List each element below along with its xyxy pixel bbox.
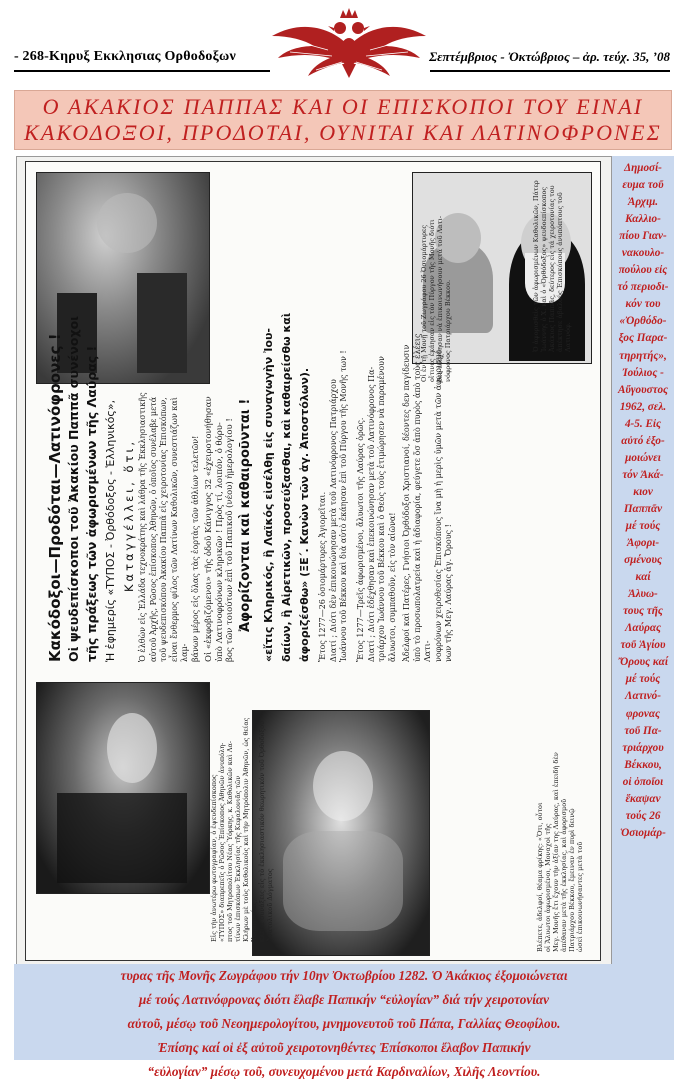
caption-line: μέ τούς Λατινόφρονας διότι ἔλαβε Παπικήν “εὐλογίαν” διά τήν χειροτονίαν — [138, 992, 550, 1007]
header-rule-left — [14, 70, 270, 72]
sidebar-line: Ὄρους καί — [618, 656, 668, 669]
sidebar-line: μέ τούς — [625, 673, 661, 686]
article-title-box — [14, 90, 672, 150]
header-right-text: Σεπτέμβριος - Ὀκτώβριος – ἀρ. τεύχ. 35, ’08 — [429, 49, 670, 64]
portrait-photo-caption: Ὁ ἀφορισθεὶς τῶν ἀφωρισμένων Καθολικῶν, Πάτερ Ἰωάννης ὁ Χ. καὶ ὁ «Ὀρθόδοξος» ψευδοεπίσκοπος Ἀκάκιος Παππᾶς, δεύτερος εἰς τά χειροτονίας του ἀπέκτησε ἀβαλούς Ἐπισκόπους ἀνυπόπτους τοῦ Λατινόφ. — [532, 180, 572, 352]
sidebar-line: Βέκκου, — [624, 758, 662, 771]
sidebar-line: τους τῆς — [623, 605, 663, 618]
clipping-paragraph-1: Ὁ ἐλθὼν εἰς Ἑλλάδα τεχνοκράτης καὶ λάθρα τῆς Ἐκκλησιαστικῆς αὐτοῦ Ἀρχῆς, Ρῶσος ἐπίσκοπος Ἀθηνῶν, ὁ ὁποῖος συνέλαβε μετά τοῦ ψευδεπισκόπου Ἀκακίου Παππᾶ εἰς χειροτονίας Ἐπισκόπων, εἶναι ἔνθερμος φίλος τῶν Λατίνων Καθολικῶν, συνεστιάζων καὶ λαμ- βάνων μέρος εἰς ὅλας τὰς ἑορτὰς τῶν ἀθλίων τελετῶν! — [138, 392, 200, 662]
clipping-paragraph-3: Ἔτος 1277—26 ὁσιομάρτυρες Ἀγιορεῖται. Διατί ; Διότι δὲν ἐπικοινώνησαν μετὰ τοῦ Λατινόφρονος Πατριάρχου Ἰωάννου τοῦ Βέκκου καὶ διὰ αὐτὸ ἐκάησαν ἐπὶ τοῦ Πύργου τῆς Μονῆς των ! — [318, 350, 348, 662]
clergy-gathering-photo — [36, 682, 210, 894]
sidebar-line: ἔκαψαν — [625, 792, 661, 805]
article-title-line-1: Ο ΑΚΑΚΙΟΣ ΠΑΠΠΑΣ ΚΑΙ ΟΙ ΕΠΙΣΚΟΠΟΙ ΤΟΥ ΕΙΝΑΙ — [42, 94, 644, 119]
martyrs-caption: Οἱ ἐν τῇ Μονῇ τοῦ Ζωγράφου 26 Ὁσιομάρτυρες οἵτινες ἐκάησαν εἰς τὸν Πύργον τῆς Μονῆς διότι δὲν ἐδέχθησαν νὰ ἐπικοινωνήσουν μετὰ τοῦ Λατι- νόφρονος Πατριάρχου Βέκκου. — [420, 215, 452, 382]
sidebar-line: Ὁσιομάρ- — [620, 826, 666, 839]
sidebar-line: πούλου εἰς — [618, 264, 668, 277]
sidebar-line: Λατινό- — [624, 690, 661, 703]
sidebar-line: «Ὀρθόδο- — [619, 315, 667, 328]
sidebar-line: Ἰούλιος - — [622, 366, 664, 379]
canon-quote-line-3: ἀφοριζέσθω» (ΞΕ΄. Κανὼν τῶν ἁγ. Ἀποστόλων). — [298, 367, 311, 662]
sidebar-line: Λαύρας — [624, 622, 662, 635]
sidebar-line: πίου Γιαν- — [619, 230, 667, 243]
newspaper-scan — [16, 156, 612, 966]
bottom-commentary — [14, 964, 674, 1079]
canon-quote-line-1: «εἴτις Κληρικός, ἢ Λαϊκός εἰσέλθῃ εἰς συναγωγὴν Ἰου- — [262, 328, 275, 662]
sidebar-line: μέ τούς — [625, 519, 661, 532]
clipping-headline-2: Ἀφορίζονται καὶ καθαιροῦνται ! — [238, 398, 253, 632]
sidebar-line: τριάρχου — [622, 741, 664, 754]
sidebar-line: Ἀφορι- — [626, 537, 660, 550]
martyrs-icon-photo — [252, 710, 430, 956]
sidebar-line: 1962, σελ. — [619, 400, 667, 413]
sidebar-line: Αὔγουστος — [617, 383, 669, 396]
sidebar-commentary-text — [612, 160, 674, 842]
gathering-photo-caption: Εἰς τὴν ἀνωτέρω φωτογραφίαν, ὁ ἐψευδεπίσκοπος «ΤΥΠΟΣ» διαπρεπεῖς ὁ Ρῶσος Ἐπίσκοπος Ἀθηνῶν ἀνυπόλη- πτος τοῦ Μητροπολίτου Νέας Ὑόρκης, κ. Καθολικῶν καὶ Λα- τίνων ἐπισκόπων Ἐκκλησίας τῆς Κεφαλονιᾶς τῶν Κλήρων μὲ τοὺς Καθολικοὺς καὶ τὴν Μητρόπολιν Ἀθηνῶν, ὡς θείας Χειροτονίας, κλείει συνάξεις εἰς τὸ ἐκκλησιαστικόν θεωρητικόν τοῦ Ὀρθοδόξου Ἀνατολικοῦ Δόγματος — [210, 717, 274, 942]
sidebar-line: τόν Ἀκά- — [622, 468, 664, 481]
sidebar-commentary — [612, 156, 674, 964]
sidebar-line: Παππᾶν — [623, 502, 663, 515]
clipping-paragraph-5: Ἀδελφοί καὶ Πατέρες, Γνήσιοι Ὀρθόδοξοι Χριστιανοί, δέοντες δεν παγίδευσιν ὑπὸ τὸ προσωπολατρεία καὶ ἡ ἀδιαφορία, φεύγετε ὅσ ἀπὸ πυρὸς ἀπὸ τοὺς ἐλέεις Λατι- νοφρόνων χειροθεσίας Ἐπισκόπους ἵνα μὴ ἡ μερὶς ὑμῶν μετὰ τῶν ἀφωρισμέ- νων τῆς Μεγ. Λαύρας ἁγ. Ὄρους ! — [402, 333, 453, 662]
article-title-line-2: ΚΑΚΟΔΟΞΟΙ, ΠΡΟΔΟΤΑΙ, ΟΥΝΙΤΑΙ ΚΑΙ ΛΑΤΙΝΟΦΡΟΝΕΣ — [24, 120, 662, 145]
clipping-subhead-1: Οἱ ψευδεπίσκοποι τοῦ Ἀκακίου Παππᾶ συνένοχοι — [66, 315, 81, 662]
clipping-headline: Κακόδοξοι—Προδόται—Λατινόφρονες ! — [46, 333, 64, 662]
sidebar-line: Καλλιο- — [625, 213, 661, 226]
canon-quote-line-2: δαίων, ἢ Αἱρετικῶν, προσεύξασθαι, καὶ καθαιρείσθω καὶ — [280, 312, 293, 662]
page-header — [0, 0, 682, 82]
clipping-subhead-2: τῆς πράξεως τῶν ἀφωρισμένων τῆς Λαύρας ! — [84, 345, 99, 662]
sidebar-line: σμένους — [624, 554, 662, 567]
sidebar-line: τό περιοδι- — [617, 281, 669, 294]
double-headed-eagle-icon — [270, 6, 428, 80]
sidebar-line: φρονας — [625, 707, 661, 720]
header-left-text: - 268-Κηρυξ Εκκλησιας Ορθοδοξων — [14, 49, 236, 64]
sidebar-line: κιον — [633, 485, 653, 498]
sidebar-line: τοῦ Ἁγίου — [620, 639, 666, 652]
sidebar-line: κόν του — [625, 298, 661, 311]
clipping-paragraph-2: Οἱ «ἐκφοβιζόμενοι» τῆς ὁδοῦ Κάνιγγος 32 «ἐχειροτονήθησαν ὑπὸ Λατινοφρόνων κληρικῶν ! Πρὸς τί, λοιπόν, ὁ θόρυ- βος τῶν τοιούτων ἐπὶ τοῦ Παπικοῦ (νέου) ἡμερολογίου ! — [204, 396, 235, 662]
sidebar-line: ξος Παρα- — [618, 332, 668, 345]
caption-line: τυρας τῆς Μονῆς Ζωγράφου τήν 10ην Ὀκτωβρίου 1282. Ὁ Ἀκάκιος ἐξομοιώνεται — [120, 968, 568, 983]
sidebar-line: τούς 26 — [625, 809, 661, 822]
sidebar-line: Ἀρχιμ. — [627, 196, 659, 209]
sidebar-line: μοιώνει — [625, 451, 661, 464]
clipping-lead-2: Καταγγέλλει, ὅτι, — [122, 439, 136, 592]
clipping-paragraph-4: Ἔτος 1277—Τρεῖς ἀφωρισμένοι, ἄλυωτοι τῆς Λαύρας ὁρῶς. Διατί ; Διότι ἐδέχθησαν καὶ ἐπεκοινώνησαν μετὰ τοῦ Λατινόφρονος Πα- τριάρχου Ἰωάννου τοῦ Βέκκου καὶ ὁ Θεὸς τοὺς ἐτιμώρησεν νὰ παραμένουν ἄλυωτοι, συμπαθοῦν, εἰς τὸν αἰῶνα! — [356, 356, 397, 662]
sidebar-line: τοῦ Πα- — [624, 724, 662, 737]
caption-line: αὐτοῦ, μέσῳ τοῦ Νεοημερολογίτου, μνημονευτοῦ τοῦ Πάπα, Γαλλίας Θεοφίλου. — [127, 1016, 561, 1031]
sidebar-line: Ἀλυω- — [628, 588, 658, 601]
bottom-commentary-text — [20, 964, 668, 1084]
sidebar-line: οἱ ὁποῖοι — [622, 775, 664, 788]
caption-line: “εὐλογίαν” μέσῳ τοῦ, συνευχομένου μετά Καρδιναλίων, Χιλῆς Λεοντίου. — [147, 1064, 541, 1079]
sidebar-line: Δημοσί- — [624, 162, 662, 174]
sidebar-line: 4-5. Εἰς — [624, 417, 662, 430]
sidebar-line: τηρητής», — [619, 349, 667, 362]
header-rule-right — [430, 70, 670, 72]
caption-line: Ἐπίσης καί οἱ ἐξ αὐτοῦ χειροτονηθέντες Ἐπίσκοποι ἔλαβον Παπικήν — [157, 1040, 531, 1055]
sidebar-line: καί — [635, 571, 651, 584]
clipping-lead-1: Ἡ ἐφημερίς «ΤΥΠΟΣ - Ὀρθόδοξος - Ἑλληνικός», — [104, 399, 117, 662]
sidebar-line: νακουλο- — [621, 247, 665, 260]
sidebar-line: ευμα τοῦ — [622, 179, 664, 192]
martyrs-icon-caption: Βλέπετε, ἀδελφοί, θέαμα φρίκης: «Ὅτι, οὗτοι οἱ Ἄλυωτοι ἀφωρισμένοι, Μοναχοὶ τῆς Μεγ. Μονῆς ἔτι ἔχουν τὴν ἀξίαν της Λαύρας, καὶ ἐπειδὴ δὲν ἀπέθαναν μετὰ τῆς ἐκκλησίας, καὶ ἀφορισμοῦ Πατριάρχου Βέκκου, ἔμειναν ἐν πυρὶ δεινῷ ὡσεὶ ἐπικοινωνήσαντες μετὰ τοῦ — [536, 752, 584, 952]
newspaper-clipping — [25, 161, 601, 961]
sidebar-line: αὐτό ἐξο- — [621, 434, 665, 447]
